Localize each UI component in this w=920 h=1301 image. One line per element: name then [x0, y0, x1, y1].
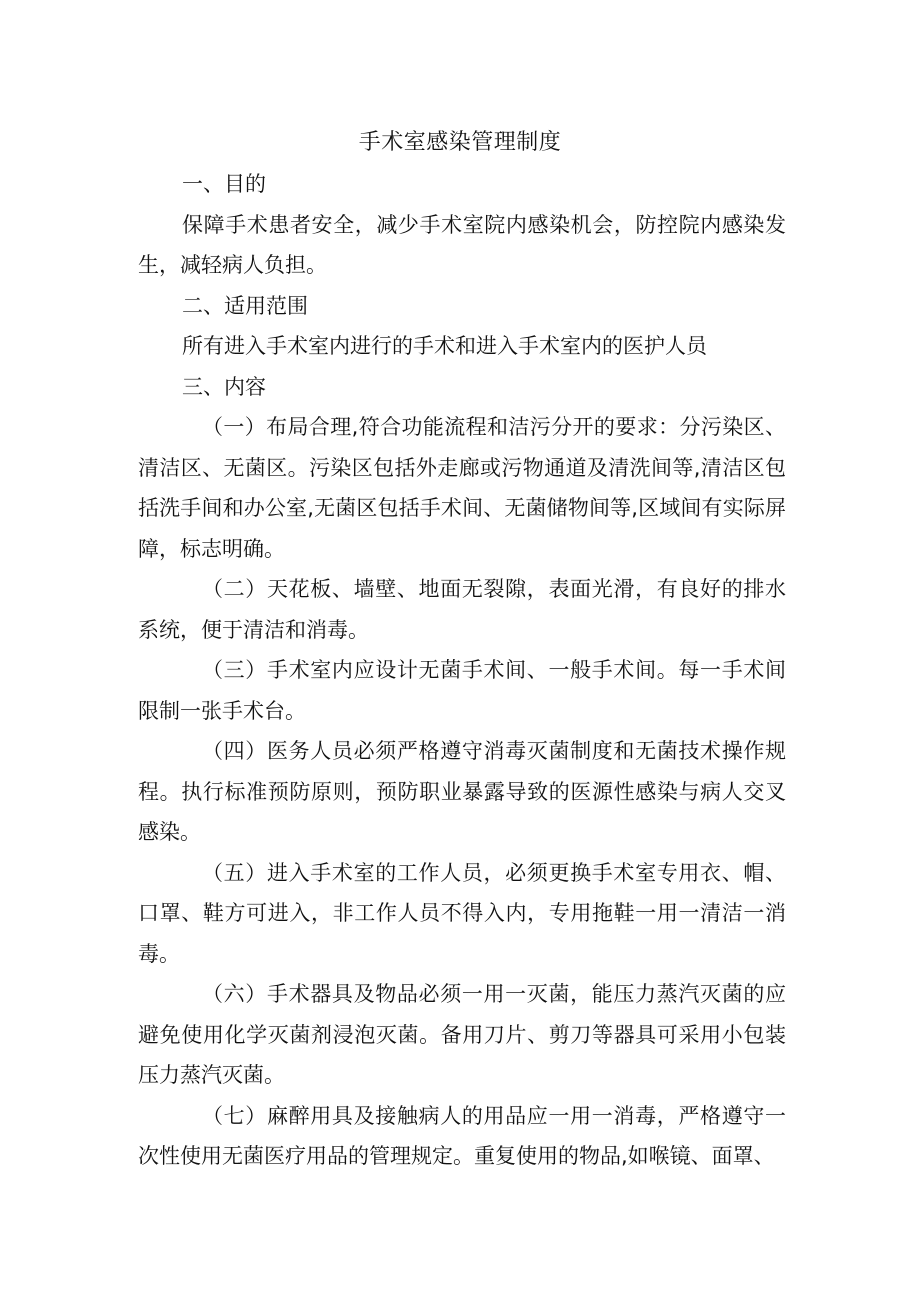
content-item-5: （五）进入手术室的工作人员，必须更换手术室专用衣、帽、口罩、鞋方可进入，非工作人员不得入内，专用拖鞋一用一清洁一消毒。 — [138, 860, 786, 966]
section-heading-purpose: 一、目的 — [182, 172, 266, 196]
content-item-4: （四）医务人员必须严格遵守消毒灭菌制度和无菌技术操作规程。执行标准预防原则，预防职业暴露导致的医源性感染与病人交叉感染。 — [138, 739, 786, 844]
purpose-paragraph: 保障手术患者安全，减少手术室院内感染机会，防控院内感染发生，减轻病人负担。 — [138, 212, 786, 277]
section-heading-scope: 二、适用范围 — [182, 293, 308, 318]
scope-paragraph: 所有进入手术室内进行的手术和进入手术室内的医护人员 — [182, 334, 707, 358]
section-heading-content: 三、内容 — [182, 374, 266, 399]
content-item-3: （三）手术室内应设计无菌手术间、一般手术间。每一手术间限制一张手术台。 — [138, 658, 786, 723]
document-body — [138, 164, 786, 1177]
content-item-7: （七）麻醉用具及接触病人的用品应一用一消毒，严格遵守一次性使用无菌医疗用品的管理规定。重复使用的物品,如喉镜、面罩、 — [138, 1103, 786, 1168]
content-item-1: （一）布局合理,符合功能流程和洁污分开的要求：分污染区、清洁区、无菌区。污染区包括外走廊或污物通道及清洗间等,清洁区包括洗手间和办公室,无菌区包括手术间、无菌储物间等,区域间有实际屏障，标志明确。 — [138, 415, 786, 561]
content-item-2: （二）天花板、墙壁、地面无裂隙，表面光滑，有良好的排水系统，便于清洁和消毒。 — [138, 577, 786, 642]
document-title: 手术室感染管理制度 — [358, 130, 562, 155]
content-item-6: （六）手术器具及物品必须一用一灭菌，能压力蒸汽灭菌的应避免使用化学灭菌剂浸泡灭菌。备用刀片、剪刀等器具可采用小包装压力蒸汽灭菌。 — [138, 982, 786, 1087]
